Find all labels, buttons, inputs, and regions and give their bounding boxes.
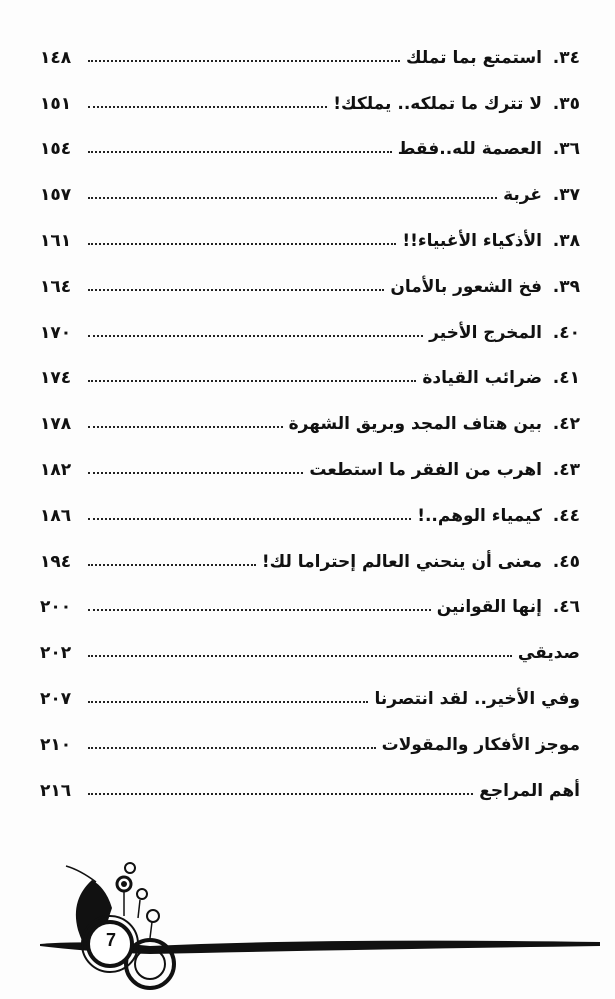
toc-entry-title: كيمياء الوهم..! <box>417 505 542 526</box>
toc-entry-page: ٢٠٠ <box>40 597 72 618</box>
toc-entry-title: العصمة لله..فقط <box>397 139 542 160</box>
butterfly-antenna <box>66 866 96 882</box>
dot-leader <box>88 106 327 108</box>
toc-entry <box>40 22 580 68</box>
toc-entry-title: لا تترك ما تملكه.. يملكك! <box>333 93 542 114</box>
footer-ornament <box>0 860 615 999</box>
toc-entry-title: صديقي <box>517 643 580 664</box>
toc-entry-title: معنى أن ينحني العالم إحتراما لك! <box>261 551 542 572</box>
toc-entry-title: غربة <box>503 185 542 206</box>
toc-entry-page: ١٨٦ <box>40 505 72 526</box>
dot-leader <box>88 472 303 474</box>
dot-leader <box>88 380 416 382</box>
toc-entry-number: ٤١. <box>552 368 580 389</box>
toc-entry-number: ٣٧. <box>552 185 580 206</box>
toc-entry <box>40 114 580 160</box>
dot-leader <box>88 197 497 199</box>
toc-entry <box>40 251 580 297</box>
toc-entry-page: ١٤٨ <box>40 47 72 68</box>
ornament-circle-small <box>147 910 159 922</box>
brush-stroke-line <box>150 941 600 954</box>
toc-entry-number: ٣٨. <box>552 230 580 251</box>
toc-entry-title: وفي الأخير.. لقد انتصرنا <box>374 688 580 709</box>
toc-entry-number: ٤٦. <box>552 597 580 618</box>
toc-entry-page: ٢١٦ <box>40 780 72 801</box>
dot-leader <box>88 747 376 749</box>
toc-entry-page: ١٨٢ <box>40 459 72 480</box>
toc-entry-title: اهرب من الفقر ما استطعت <box>309 459 542 480</box>
dot-leader <box>88 243 396 245</box>
ornament-circle-small <box>125 863 135 873</box>
toc-entry <box>40 480 580 526</box>
toc-entry-page: ١٧٨ <box>40 414 72 435</box>
toc-entry-title: المخرج الأخير <box>429 322 542 343</box>
dot-leader <box>88 335 423 337</box>
dot-leader <box>88 289 384 291</box>
toc-entry-number: ٣٥. <box>552 93 580 114</box>
toc-entry <box>40 709 580 755</box>
toc-entry-title: إنها القوانين <box>436 597 542 618</box>
toc-entry-title: فخ الشعور بالأمان <box>390 276 542 297</box>
dot-leader <box>88 60 400 62</box>
toc-entry-page: ١٩٤ <box>40 551 72 572</box>
toc-entry-page: ١٧٠ <box>40 322 72 343</box>
ornament-dot <box>121 881 127 887</box>
toc-entry-title: ضرائب القيادة <box>422 368 542 389</box>
toc-entry <box>40 68 580 114</box>
toc-entry-page: ١٦٤ <box>40 276 72 297</box>
toc-entry-number: ٤٠. <box>552 322 580 343</box>
dot-leader <box>88 151 392 153</box>
toc-entry-page: ١٥٧ <box>40 185 72 206</box>
toc-entry-page: ١٧٤ <box>40 368 72 389</box>
toc-entry-number: ٤٣. <box>552 459 580 480</box>
toc-entry <box>40 617 580 663</box>
toc-entry <box>40 572 580 618</box>
toc-entry-page: ٢٠٢ <box>40 643 72 664</box>
dot-leader <box>88 701 368 703</box>
toc-entry-title: استمتع بما تملك <box>406 47 542 68</box>
page-footer <box>0 860 615 999</box>
toc-entry-number: ٣٦. <box>552 139 580 160</box>
dot-leader <box>88 609 431 611</box>
toc-entry-number: ٣٩. <box>552 276 580 297</box>
toc-entry-number: ٣٤. <box>552 47 580 68</box>
toc-entry-page: ٢٠٧ <box>40 688 72 709</box>
table-of-contents <box>40 22 580 801</box>
toc-entry-title: أهم المراجع <box>479 780 580 801</box>
toc-entry-title: بين هتاف المجد وبريق الشهرة <box>288 414 542 435</box>
page-number: 7 <box>105 930 116 950</box>
toc-entry-page: ١٥٤ <box>40 139 72 160</box>
toc-entry <box>40 663 580 709</box>
toc-entry-number: ٤٢. <box>552 414 580 435</box>
toc-entry-number: ٤٤. <box>552 505 580 526</box>
toc-entry <box>40 388 580 434</box>
dot-leader <box>88 518 411 520</box>
toc-entry-page: ١٦١ <box>40 230 72 251</box>
dot-leader <box>88 564 256 566</box>
toc-entry <box>40 159 580 205</box>
toc-entry-number: ٤٥. <box>552 551 580 572</box>
toc-entry <box>40 205 580 251</box>
toc-entry-page: ٢١٠ <box>40 734 72 755</box>
toc-entry <box>40 343 580 389</box>
dot-leader <box>88 655 512 657</box>
toc-entry <box>40 526 580 572</box>
toc-entry <box>40 434 580 480</box>
ornament-stem <box>150 922 152 938</box>
toc-entry-page: ١٥١ <box>40 93 72 114</box>
toc-entry <box>40 297 580 343</box>
ornament-stem <box>138 900 140 918</box>
toc-entry-title: موجز الأفكار والمقولات <box>381 734 580 755</box>
toc-entry-title: الأذكياء الأغبياء!! <box>402 230 542 251</box>
dot-leader <box>88 426 283 428</box>
ornament-circle-small <box>137 889 147 899</box>
dot-leader <box>88 793 473 795</box>
toc-entry <box>40 755 580 801</box>
